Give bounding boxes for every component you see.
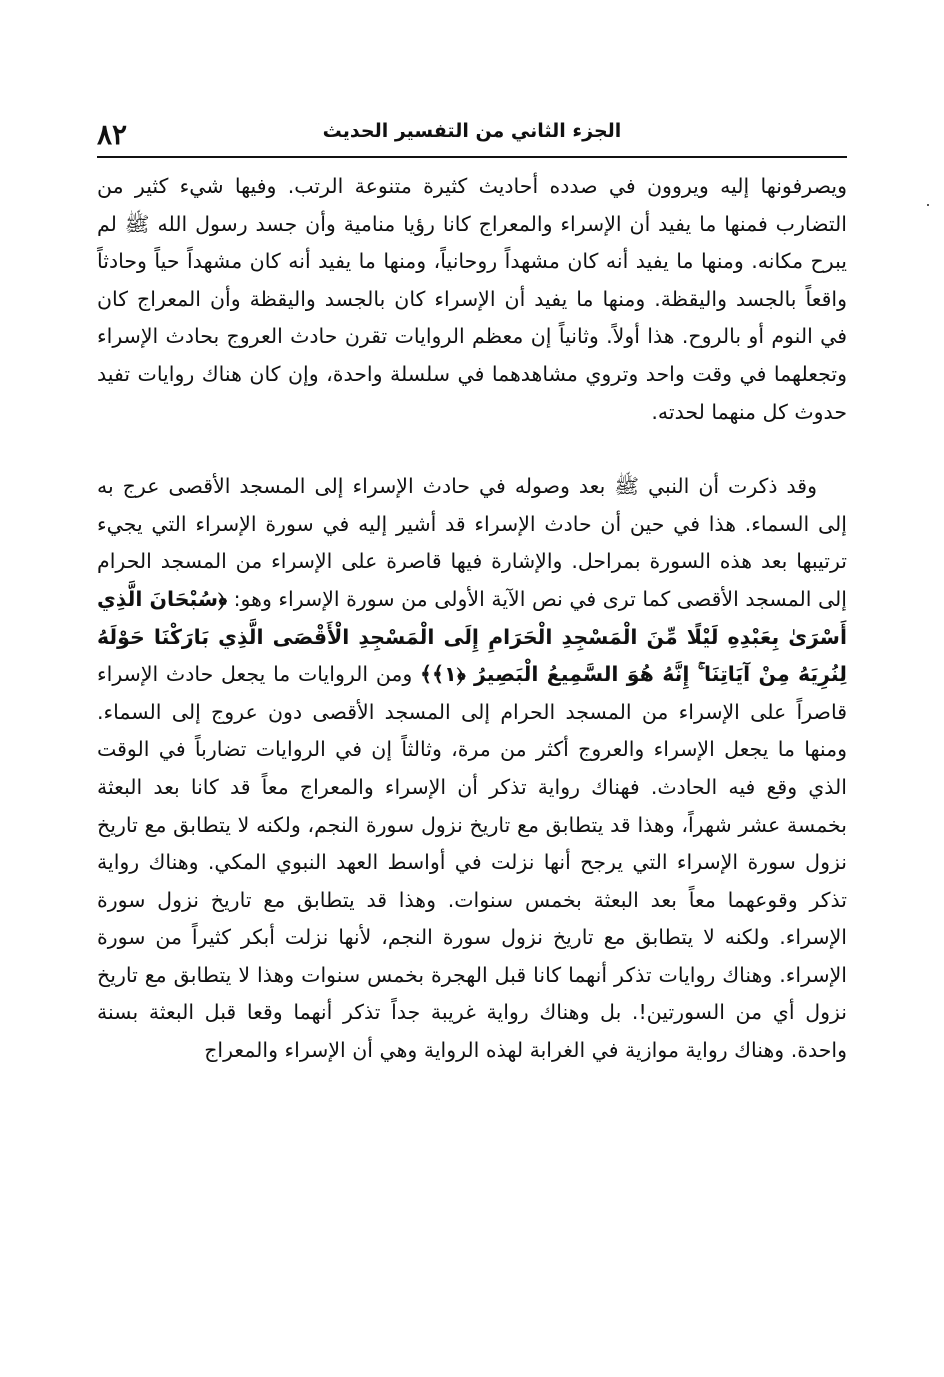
- page-number: ٨٢: [97, 118, 128, 151]
- paragraph-2-text-start: وقد ذكرت أن النبي ﷺ بعد وصوله في حادث الإسراء إلى المسجد الأقصى عرج به إلى السماء. هذا في حين أن حادث الإسراء قد أشير إليه في سورة الإسراء التي يجيء ترتيبها بعد هذه السورة بمراحل. والإشارة فيها قاصرة على الإسراء من المسجد الحرام إلى المسجد الأقصى كما ترى في نص الآية الأولى من سورة الإسراء وهو:: [97, 474, 847, 611]
- paragraph-1: ويصرفونها إليه ويروون في صدده أحاديث كثيرة متنوعة الرتب. وفيها شيء كثير من التضارب فمنها ما يفيد أن الإسراء والمعراج كانا رؤيا منامية وأن جسد رسول الله ﷺ لم يبرح مكانه. ومنها ما يفيد أنه كان مشهداً روحانياً، ومنها ما يفيد أنه كان مشهداً حياً وحادثاً واقعاً بالجسد واليقظة. ومنها ما يفيد أن الإسراء كان بالجسد واليقظة وأن المعراج كان في النوم أو بالروح. هذا أولاً. وثانياً إن معظم الروايات تقرن حادث العروج بحادث الإسراء وتجعلهما في وقت واحد وتروي مشاهدهما في سلسلة واحدة، وإن كان هناك روايات تفيد حدوث كل منهما لحدته.: [97, 174, 847, 424]
- quran-verse: ﴿سُبْحَانَ الَّذِي أَسْرَىٰ بِعَبْدِهِ لَيْلًا مِّنَ الْمَسْجِدِ الْحَرَامِ إِلَى الْمَسْجِدِ الْأَقْصَى الَّذِي بَارَكْنَا حَوْلَهُ لِنُرِيَهُ مِنْ آيَاتِنَا ۚ إِنَّهُ هُوَ السَّمِيعُ الْبَصِيرُ ﴿١﴾﴾: [97, 586, 847, 687]
- scan-speck: [927, 204, 929, 206]
- page-header: [97, 112, 847, 158]
- paragraph-2: [97, 468, 847, 1070]
- running-title: الجزء الثاني من التفسير الحديث: [322, 120, 622, 142]
- paragraph-2-text-end: ومن الروايات ما يجعل حادث الإسراء قاصراً على الإسراء من المسجد الحرام إلى المسجد الأقصى دون عروج إلى السماء. ومنها ما يجعل الإسراء والعروج أكثر من مرة، وثالثاً إن في الروايات تضارباً في الوقت الذي وقع فيه الحادث. فهناك رواية تذكر أن الإسراء والمعراج معاً قد كانا بعد البعثة بخمسة عشر شهراً، وهذا قد يتطابق مع تاريخ نزول سورة النجم، ولكنه لا يتطابق مع تاريخ نزول سورة الإسراء التي يرجح أنها نزلت في أواسط العهد النبوي المكي. وهناك رواية تذكر وقوعهما معاً بعد البعثة بخمس سنوات. وهذا قد يتطابق مع تاريخ نزول سورة الإسراء. ولكنه لا يتطابق مع تاريخ نزول سورة النجم، لأنها نزلت أبكر كثيراً من سورة الإسراء. وهناك روايات تذكر أنهما كانا قبل الهجرة بخمس سنوات وهذا لا يتطابق مع تاريخ نزول أي من السورتين!. بل وهناك رواية غريبة جداً تذكر أنهما وقعا قبل البعثة بسنة واحدة. وهناك رواية موازية في الغرابة لهذه الرواية وهي أن الإسراء والمعراج: [97, 662, 847, 1063]
- body-text: [97, 168, 847, 1070]
